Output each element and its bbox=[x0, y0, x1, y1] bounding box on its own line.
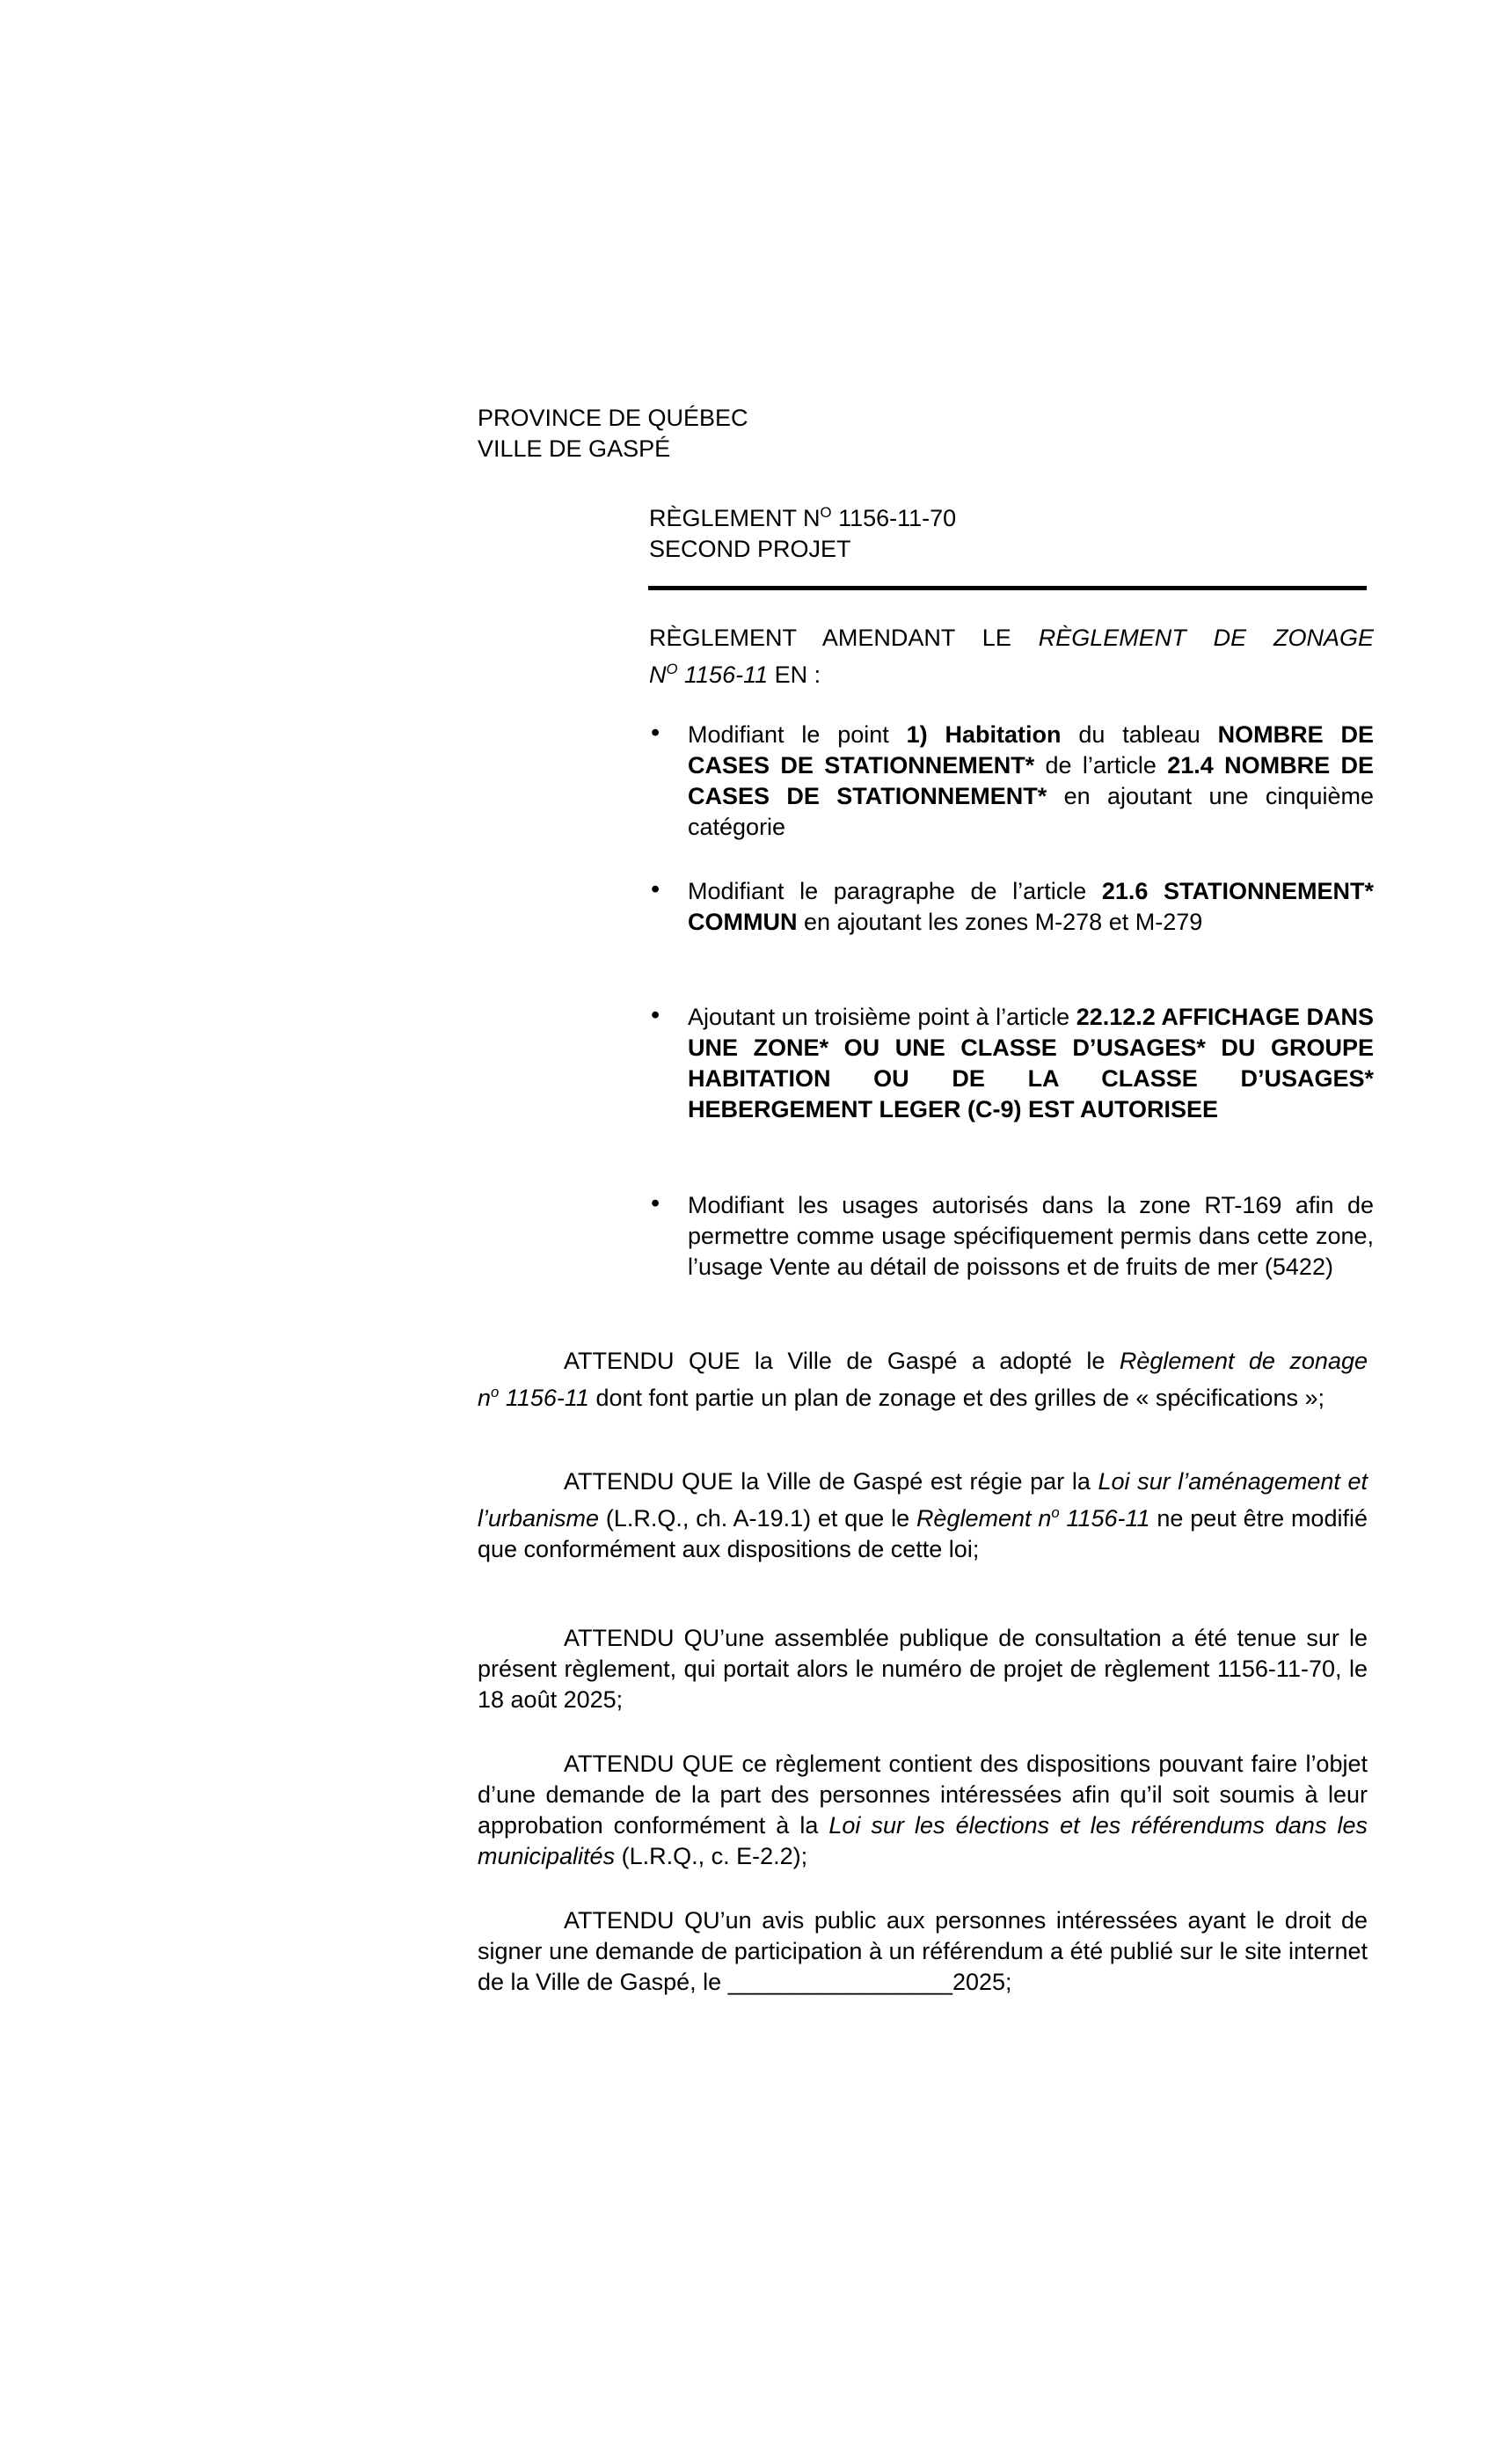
bullet-text: Ajoutant un troisième point à l’article 22.12.2 AFFICHAGE DANS UNE ZONE* OU UNE CLASSE D’USAGES* DU GROUPE HABITATION OU DE LA CLASSE D’USAGES* HEBERGEMENT LEGER (C-9) EST AUTORISEE bbox=[688, 1004, 1374, 1122]
heading-line-1: RÈGLEMENT AMENDANT LE RÈGLEMENT DE ZONAGE bbox=[649, 625, 1374, 651]
recital-public-consultation: ATTENDU QU’une assemblée publique de consultation a été tenue sur le présent règlement, qui portait alors le numéro de projet de règlement 1156-11-70, le 18 août 2025; bbox=[478, 1625, 1368, 1713]
bullet-text: Modifiant les usages autorisés dans la zone RT-169 afin de permettre comme usage spécifiquement permis dans cette zone, l’usage Vente au détail de poissons et de fruits de mer (5422) bbox=[688, 1192, 1374, 1280]
bullet-text: Modifiant le point 1) Habitation du tableau NOMBRE DE CASES DE STATIONNEMENT* de l’article 21.4 NOMBRE DE CASES DE STATIONNEMENT* en ajoutant une cinquième catégorie bbox=[688, 721, 1374, 840]
identity-block bbox=[478, 403, 748, 464]
amendment-bullet-3 bbox=[649, 1002, 1374, 1125]
recital-governing-law: ATTENDU QUE la Ville de Gaspé est régie par la Loi sur l’aménagement et l’urbanisme (L.R.Q., ch. A-19.1) et que le Règlement $n^o$ 1156-11 ne peut être modifié que conformément aux dispositions de cette loi; bbox=[478, 1468, 1368, 1562]
bullet-icon: • bbox=[651, 1001, 660, 1029]
regulation-number-line: RÈGLEMENT $N^O$ 1156-11-70 bbox=[649, 504, 957, 531]
amendment-bullet-1 bbox=[649, 720, 1374, 843]
bullet-icon: • bbox=[651, 875, 660, 903]
recital-public-notice: ATTENDU QU’un avis public aux personnes intéressées ayant le droit de signer une demande de participation à un référendum a été publié sur le site internet de la Ville de Gaspé, le _________________2025; bbox=[478, 1907, 1368, 1995]
city-line: VILLE DE GASPÉ bbox=[478, 435, 671, 462]
separator-rule bbox=[648, 586, 1367, 590]
document-heading bbox=[649, 623, 1374, 691]
recital-adoption: ATTENDU QUE la Ville de Gaspé a adopté le Règlement de zonage $n^o$ 1156-11 dont font partie un plan de zonage et des grilles de « spécifications »; bbox=[478, 1348, 1368, 1411]
heading-line-2: $N^O$ 1156-11 EN : bbox=[649, 661, 821, 688]
regulation-title-block bbox=[649, 497, 956, 565]
amendment-bullet-4 bbox=[649, 1190, 1374, 1283]
province-line: PROVINCE DE QUÉBEC bbox=[478, 405, 748, 431]
bullet-icon: • bbox=[651, 719, 660, 747]
recital-referendum-provisions: ATTENDU QUE ce règlement contient des dispositions pouvant faire l’objet d’une demande de la part des personnes intéressées afin qu’il soit soumis à leur approbation conformément à la Loi sur les élections et les référendums dans les municipalités (L.R.Q., c. E-2.2); bbox=[478, 1751, 1368, 1869]
bullet-text: Modifiant le paragraphe de l’article 21.6 STATIONNEMENT* COMMUN en ajoutant les zones M-278 et M-279 bbox=[688, 878, 1374, 935]
amendment-bullet-2 bbox=[649, 876, 1374, 938]
bullet-icon: • bbox=[651, 1189, 660, 1217]
project-stage-line: SECOND PROJET bbox=[649, 536, 851, 562]
